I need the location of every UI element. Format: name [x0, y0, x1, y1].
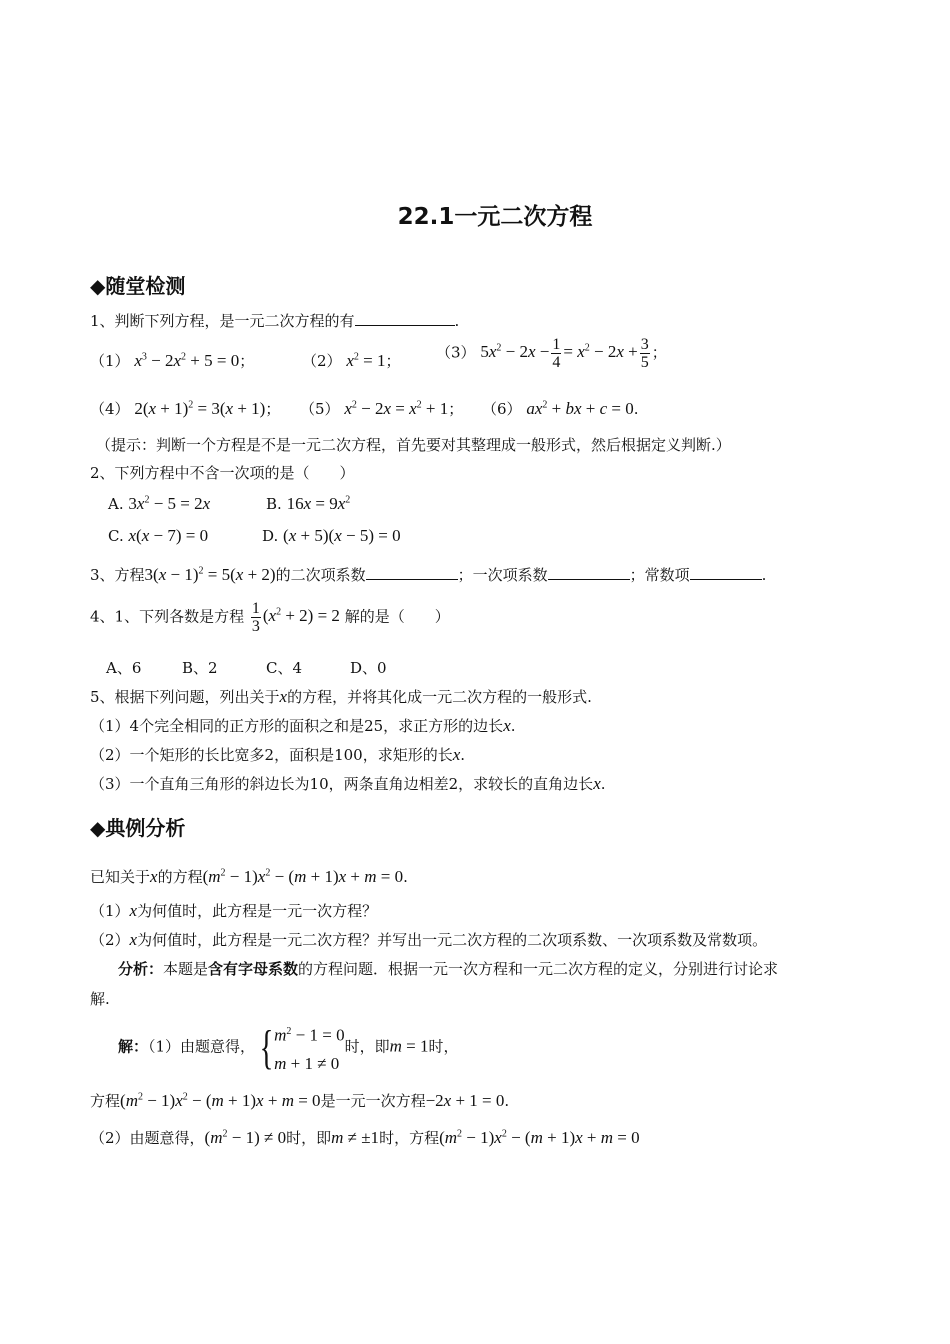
example-analysis-cont: 解. — [90, 990, 110, 1008]
question-4-option-c: C、4 — [266, 659, 303, 677]
question-1-hint: （提示：判断一个方程是不是一元二次方程，首先要对其整理成一般形式，然后根据定义判断.） — [96, 436, 731, 454]
question-2-option-a: A. $3x^2 - 5 = 2x$ — [108, 494, 211, 513]
question-4-option-a: A、6 — [106, 659, 142, 677]
question-2-option-d: D. (x + 5)(x − 5) = 0 — [262, 526, 401, 545]
question-2-stem: 2、下列方程中不含一次项的是（ ） — [90, 464, 355, 482]
question-4-option-b: B、2 — [182, 659, 218, 677]
question-5-item-3: （3）一个直角三角形的斜边长为10，两条直角边相差2，求较长的直角边长x. — [90, 774, 606, 793]
page-title: 22.1一元二次方程 — [397, 204, 593, 230]
question-5-item-1: （1）4个完全相同的正方形的面积之和是25，求正方形的边长x. — [90, 716, 516, 735]
question-1-item-6: （6） $ax^2$ + bx + c = 0. — [482, 399, 639, 418]
answer-blank — [355, 311, 455, 326]
question-1-item-2: （2） $x^2 = 1$； — [302, 351, 401, 370]
example-solution-2: 方程$(m^2 - 1)x^2 - (m + 1)x + m = 0$是一元一次方程−2x + 1 = 0. — [90, 1091, 510, 1110]
question-1-item-1: （1） $x^3 - 2x^2 + 5 = 0$； — [90, 351, 255, 370]
question-4-option-d: D、0 — [350, 659, 387, 677]
question-1-item-3: （3） $5x^2 - 2x$ − $\frac{1}{4}$ = $x^2 - 2x$ + $\frac{3}{5}$ ； — [436, 336, 667, 371]
example-solution-3: （2）由题意得，$(m^2 - 1) \ne 0$时，即m ≠ ±1时，方程$(m^2 - 1)x^2 - (m + 1)x + m = 0$ — [90, 1128, 640, 1147]
question-2-option-b: B. $16x = 9x^2$ — [266, 494, 351, 513]
answer-blank-quadratic — [366, 565, 458, 580]
section-heading-practice: ◆随堂检测 — [90, 274, 186, 298]
example-sub-1: （1）x为何值时，此方程是一元一次方程？ — [90, 901, 378, 920]
question-1-item-4: （4） $2(x + 1)^2 = 3(x + 1)$； — [90, 399, 281, 418]
question-1-stem: 1、判断下列方程，是一元二次方程的有 . — [90, 312, 460, 330]
example-stem: 已知关于x的方程$(m^2 - 1)x^2 - (m + 1)x + m = 0$. — [90, 867, 408, 886]
diamond-icon: ◆ — [90, 274, 106, 298]
diamond-icon: ◆ — [90, 816, 106, 840]
question-2-option-c: C. x(x − 7) = 0 — [108, 526, 209, 545]
example-sub-2: （2）x为何值时，此方程是一元二次方程？并写出一元二次方程的二次项系数、一次项系数及常数项。 — [90, 930, 768, 949]
answer-blank-linear — [548, 565, 630, 580]
question-5-stem: 5、根据下列问题，列出关于x的方程，并将其化成一元二次方程的一般形式. — [90, 687, 592, 706]
example-analysis: 分析：本题是含有字母系数的方程问题．根据一元一次方程和一元二次方程的定义，分别进行讨论求 — [118, 960, 779, 978]
example-solution-1: 解：（1）由题意得，{ $m^2 - 1 = 0$ m + 1 ≠ 0 时，即m = 1时， — [118, 1020, 459, 1074]
question-4-stem: 4、1、下列各数是方程 $\frac{1}{3}$ $(x^2 + 2) = 2$ 解的是（ ） — [90, 600, 450, 635]
question-1-item-5: （5） $x^2 - 2x = x^2 + 1$； — [300, 399, 464, 418]
question-5-item-2: （2）一个矩形的长比宽多2，面积是100，求矩形的长x. — [90, 745, 466, 764]
question-3: 3、方程$3(x - 1)^2 = 5(x + 2)$的二次项系数 ；一次项系数 ；常数项 . — [90, 565, 767, 584]
section-heading-examples: ◆典例分析 — [90, 816, 186, 840]
answer-blank-constant — [690, 565, 762, 580]
